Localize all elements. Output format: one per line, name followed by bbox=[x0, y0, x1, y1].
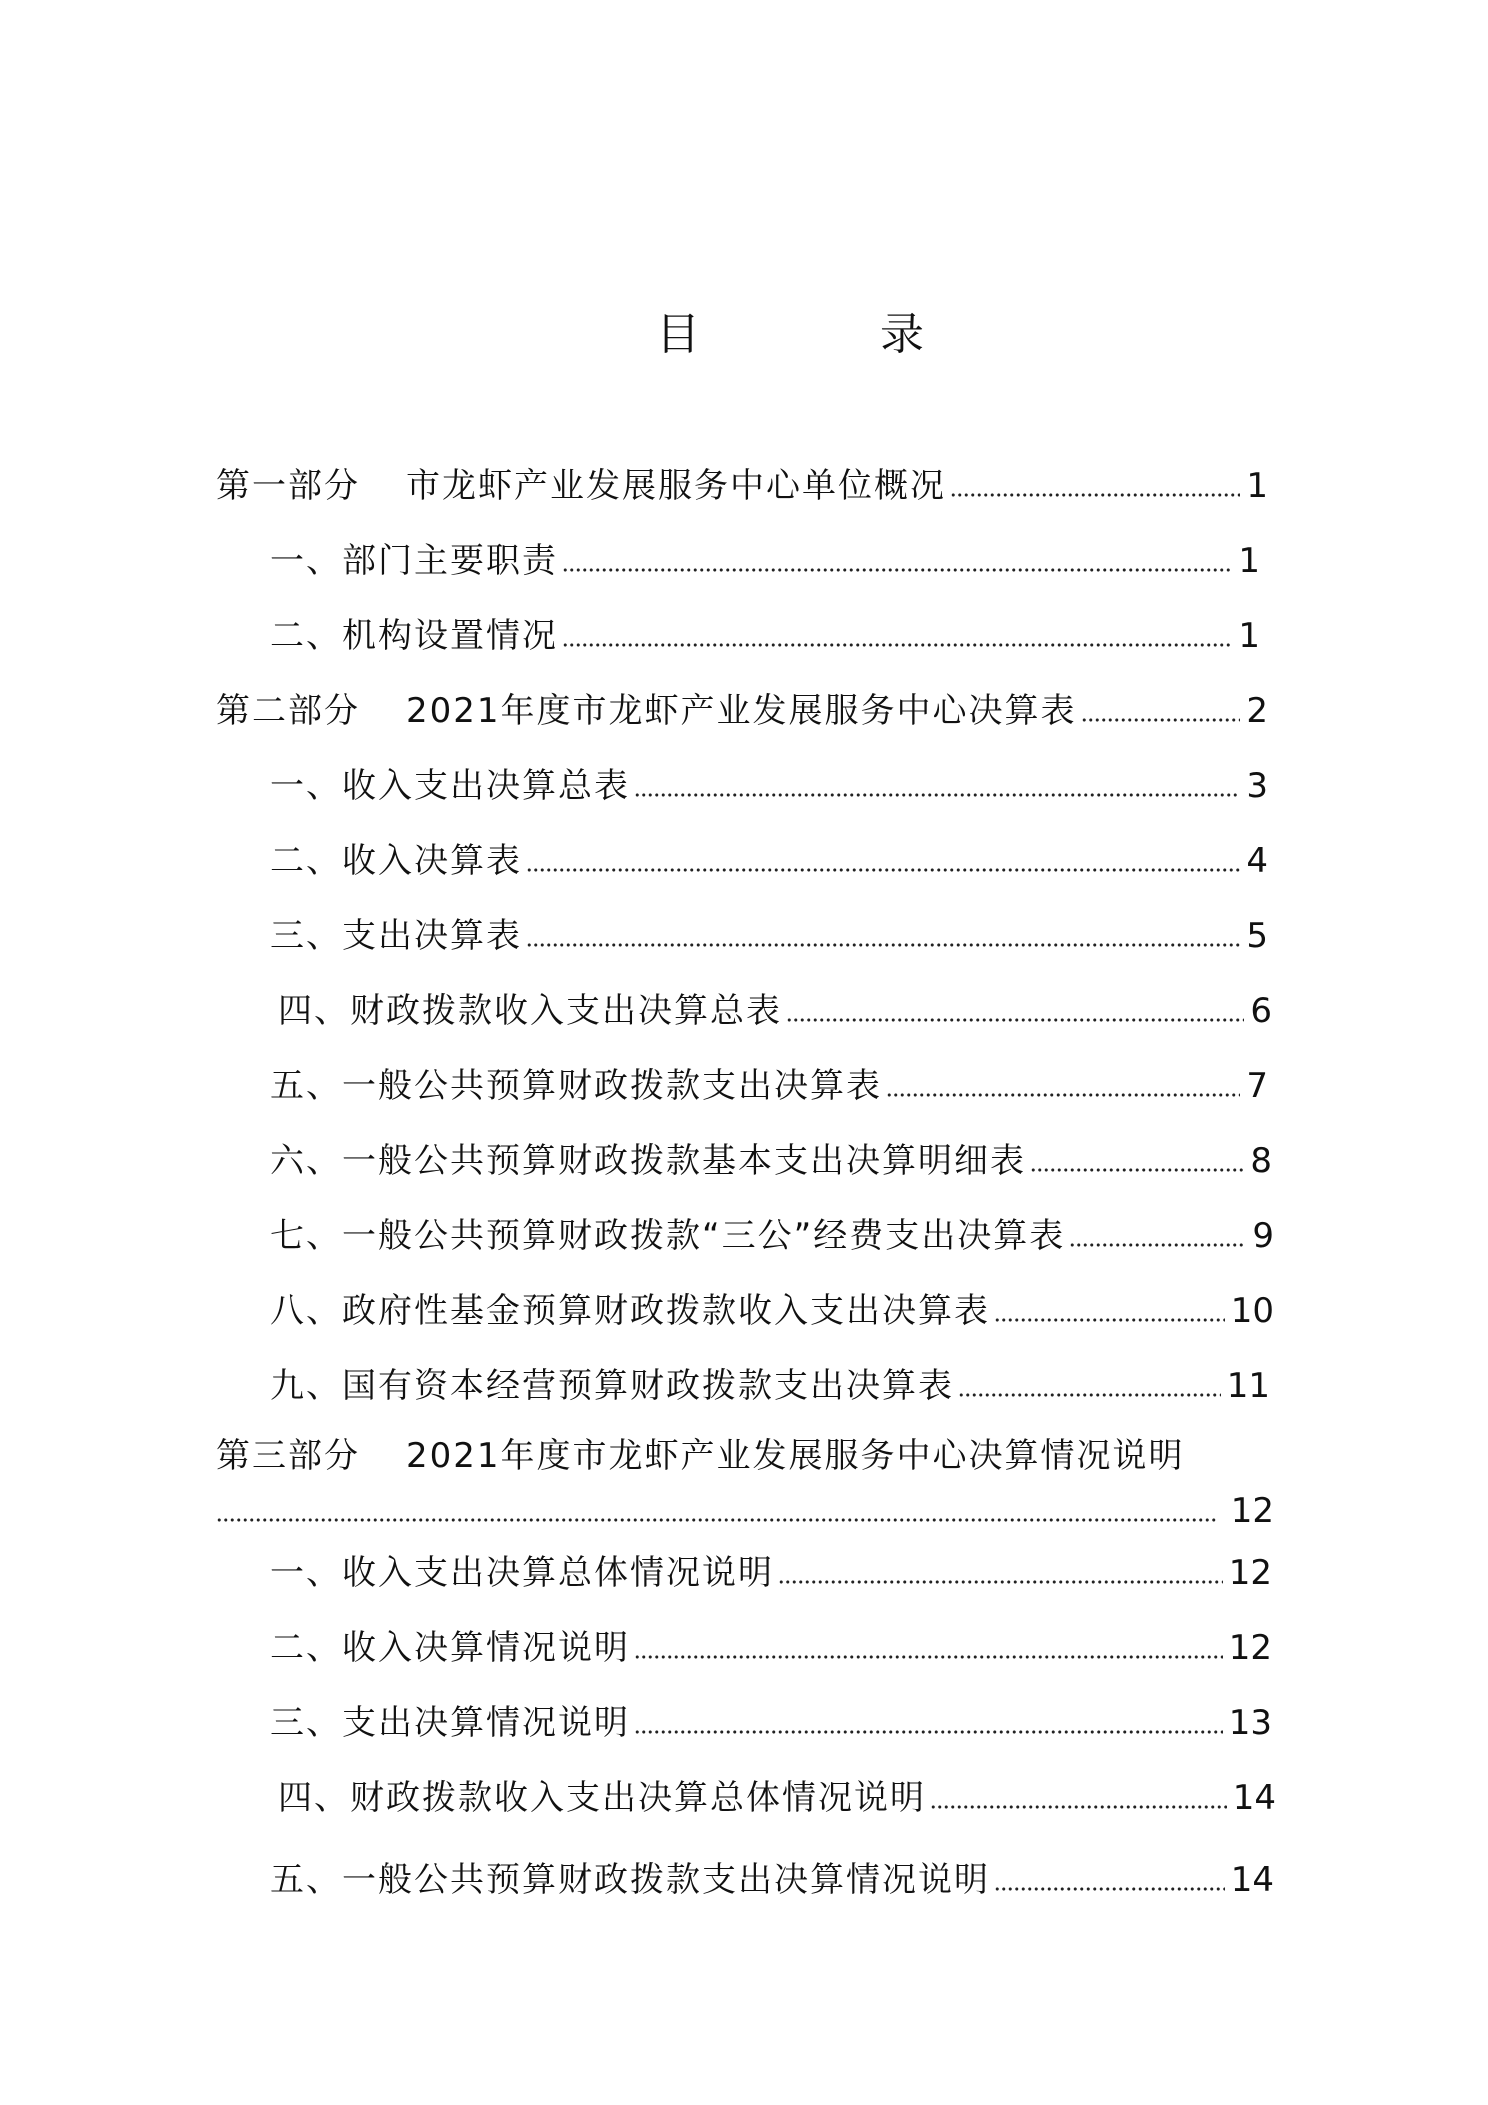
toc-entry-2-2[interactable] bbox=[270, 833, 1268, 883]
toc-page-number: 14 bbox=[1230, 1860, 1274, 1900]
dot-leader bbox=[526, 867, 1240, 873]
toc-entry-label: 第二部分 bbox=[216, 691, 360, 731]
toc-page-number: 5 bbox=[1246, 916, 1268, 956]
toc-entry-label: 九、国有资本经营预算财政拨款支出决算表 bbox=[270, 1366, 954, 1406]
toc-entry-label: 一、收入支出决算总表 bbox=[270, 766, 630, 806]
toc-page-number: 11 bbox=[1226, 1366, 1270, 1406]
dot-leader bbox=[562, 642, 1232, 648]
toc-entry-1-1[interactable] bbox=[270, 533, 1260, 583]
toc-entry-3-4[interactable] bbox=[278, 1770, 1276, 1820]
toc-entry-label: 二、机构设置情况 bbox=[270, 616, 558, 656]
toc-page-number: 12 bbox=[1228, 1628, 1272, 1668]
toc-page-number: 3 bbox=[1246, 766, 1268, 806]
toc-entry-2-8[interactable] bbox=[270, 1283, 1274, 1333]
toc-page-number: 2 bbox=[1246, 691, 1268, 731]
toc-entry-3-2[interactable] bbox=[270, 1620, 1272, 1670]
toc-entry-2-9[interactable] bbox=[270, 1358, 1270, 1408]
toc-entry-label: 二、收入决算表 bbox=[270, 841, 522, 881]
toc-entry-2-6[interactable] bbox=[270, 1133, 1272, 1183]
toc-page-number: 9 bbox=[1252, 1216, 1274, 1256]
toc-page-number: 12 bbox=[1228, 1553, 1272, 1593]
dot-leader bbox=[994, 1317, 1225, 1323]
dot-leader bbox=[562, 567, 1232, 573]
toc-entry-2-7[interactable] bbox=[270, 1208, 1274, 1258]
toc-page-number: 13 bbox=[1228, 1703, 1272, 1743]
toc-entry-part-3-leader-row bbox=[216, 1483, 1274, 1533]
toc-page-number: 10 bbox=[1230, 1291, 1274, 1331]
toc-page-number: 7 bbox=[1246, 1066, 1268, 1106]
dot-leader bbox=[1069, 1242, 1246, 1248]
toc-entry-label: 一、收入支出决算总体情况说明 bbox=[270, 1553, 774, 1593]
dot-leader bbox=[786, 1017, 1244, 1023]
dot-leader bbox=[1081, 717, 1241, 723]
toc-entry-3-5[interactable] bbox=[270, 1852, 1274, 1902]
dot-leader bbox=[634, 1654, 1223, 1660]
toc-page-number: 4 bbox=[1246, 841, 1268, 881]
toc-entry-3-1[interactable] bbox=[270, 1545, 1272, 1595]
toc-entry-label: 三、支出决算情况说明 bbox=[270, 1703, 630, 1743]
toc-title-char-1: 目 bbox=[656, 309, 700, 360]
dot-leader bbox=[994, 1886, 1225, 1892]
toc-page-number: 1 bbox=[1246, 466, 1268, 506]
toc-entry-2-3[interactable] bbox=[270, 908, 1268, 958]
toc-entry-label-rest: 2021年度市龙虾产业发展服务中心决算情况说明 bbox=[406, 1436, 1185, 1476]
toc-entry-2-5[interactable] bbox=[270, 1058, 1268, 1108]
toc-page-number: 1 bbox=[1238, 616, 1260, 656]
dot-leader bbox=[526, 942, 1240, 948]
toc-entry-label: 六、一般公共预算财政拨款基本支出决算明细表 bbox=[270, 1141, 1026, 1181]
toc-entry-1-2[interactable] bbox=[270, 608, 1260, 658]
dot-leader bbox=[1030, 1167, 1244, 1173]
toc-entry-label: 一、部门主要职责 bbox=[270, 541, 558, 581]
toc-entry-label: 八、政府性基金预算财政拨款收入支出决算表 bbox=[270, 1291, 990, 1331]
toc-entry-label: 二、收入决算情况说明 bbox=[270, 1628, 630, 1668]
dot-leader bbox=[958, 1392, 1221, 1398]
toc-entry-label: 五、一般公共预算财政拨款支出决算情况说明 bbox=[270, 1860, 990, 1900]
dot-leader bbox=[778, 1579, 1223, 1585]
dot-leader bbox=[216, 1517, 1217, 1523]
toc-entry-label: 七、一般公共预算财政拨款“三公”经费支出决算表 bbox=[270, 1216, 1066, 1256]
toc-entry-label-rest: 市龙虾产业发展服务中心单位概况 bbox=[406, 466, 946, 506]
toc-page-number: 8 bbox=[1250, 1141, 1272, 1181]
toc-entry-label: 四、财政拨款收入支出决算总表 bbox=[278, 991, 782, 1031]
toc-entry-part-2[interactable] bbox=[216, 683, 1268, 733]
toc-entry-label: 三、支出决算表 bbox=[270, 916, 522, 956]
toc-entry-label: 四、财政拨款收入支出决算总体情况说明 bbox=[278, 1778, 926, 1818]
toc-page-number: 12 bbox=[1230, 1491, 1274, 1531]
toc-entry-3-3[interactable] bbox=[270, 1695, 1272, 1745]
toc-entry-2-1[interactable] bbox=[270, 758, 1268, 808]
toc-title-char-2: 录 bbox=[880, 309, 924, 360]
toc-page-number: 1 bbox=[1238, 541, 1260, 581]
toc-page-number: 6 bbox=[1250, 991, 1272, 1031]
toc-entry-part-3[interactable] bbox=[216, 1428, 1276, 1478]
dot-leader bbox=[930, 1804, 1227, 1810]
dot-leader bbox=[634, 792, 1240, 798]
dot-leader bbox=[950, 492, 1240, 498]
toc-entry-part-1[interactable] bbox=[216, 458, 1268, 508]
toc-entry-label-rest: 2021年度市龙虾产业发展服务中心决算表 bbox=[406, 691, 1077, 731]
toc-entry-2-4[interactable] bbox=[278, 983, 1272, 1033]
dot-leader bbox=[634, 1729, 1223, 1735]
toc-entry-label: 第一部分 bbox=[216, 466, 360, 506]
dot-leader bbox=[886, 1092, 1240, 1098]
toc-title bbox=[0, 300, 1488, 370]
toc-page-number: 14 bbox=[1232, 1778, 1276, 1818]
toc-entry-label: 第三部分 bbox=[216, 1436, 360, 1476]
toc-entry-label: 五、一般公共预算财政拨款支出决算表 bbox=[270, 1066, 882, 1106]
